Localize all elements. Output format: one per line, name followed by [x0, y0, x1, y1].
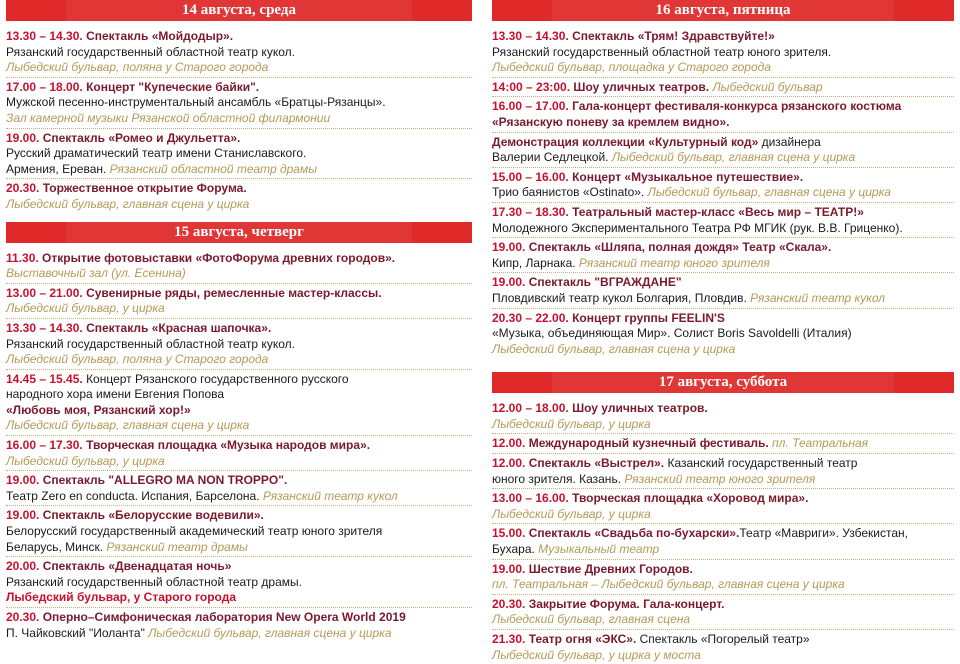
event-title: Шоу уличных театров.: [570, 79, 713, 94]
event-venue: Лыбедский бульвар, поляна у Старого города: [6, 352, 269, 367]
entry-line: [492, 436, 954, 452]
event-time: 16.00 – 17.30.: [6, 438, 83, 453]
right-column: [492, 0, 954, 664]
event-venue: Лыбедский бульвар, главная сцена у цирка: [148, 625, 392, 640]
entry-line: [6, 610, 472, 626]
entries-aug14: [6, 21, 472, 214]
event-title: Спектакль «Шляпа, полная дождя» Театр «Скала».: [525, 240, 832, 255]
event-venue: Лыбедский бульвар, главная сцена у цирка: [6, 196, 250, 211]
schedule-entry: [6, 506, 472, 557]
event-title: Спектакль «Выстрел».: [525, 456, 665, 471]
entry-line: [6, 80, 472, 96]
schedule-entry: [6, 284, 472, 319]
event-time: 13.00 – 16.00.: [492, 491, 569, 506]
event-time: 19.00.: [492, 275, 526, 290]
event-time: 19.00.: [6, 473, 40, 488]
entry-line: [492, 597, 954, 613]
event-time: 20.30.: [6, 610, 40, 624]
entry-line: [492, 275, 954, 291]
day-banner-aug15: 15 августа, четверг: [6, 222, 472, 243]
event-title: Спектакль "ALLEGRO MA NON TROPPO".: [39, 473, 288, 488]
event-time: Лыбедский бульвар, у Старого города: [6, 590, 236, 605]
entry-line: [492, 45, 954, 61]
event-title: Торжественное открытие Форума.: [39, 181, 247, 196]
event-title: Театр огня «ЭКС».: [525, 632, 637, 646]
schedule-entry: [6, 557, 472, 608]
event-time: 20.30 – 22.00.: [492, 310, 569, 325]
entry-line: [492, 648, 954, 664]
event-detail: Рязанский государственный областной театр кукол.: [6, 336, 295, 351]
event-detail: Театр «Мавриги». Узбекистан,: [739, 526, 908, 541]
event-title: Спектакль «Белорусские водевили».: [39, 508, 264, 523]
event-time: 14:00 – 23:00.: [492, 79, 571, 94]
entry-line: [492, 491, 954, 507]
event-title: Концерт «Музыкальное путешествие».: [568, 169, 804, 184]
event-venue: Музыкальный театр: [538, 542, 660, 557]
event-detail: «Музыка, объединяющая Мир». Солист Boris Savoldelli (Италия): [492, 326, 852, 341]
entry-line: [6, 540, 472, 556]
entries-aug15: [6, 243, 472, 643]
entry-line: [6, 508, 472, 524]
event-time: 13.30 – 14.30.: [6, 320, 83, 335]
event-time: 16.00 – 17.00.: [492, 99, 569, 114]
event-title: Шоу уличных театров.: [568, 401, 708, 416]
entry-line: [492, 526, 954, 542]
entry-line: [492, 562, 954, 578]
entry-line: [6, 489, 472, 505]
event-detail: Рязанский государственный областной театр юного зрителя.: [492, 44, 832, 59]
entries-aug16: [492, 21, 954, 358]
event-title: Международный кузнечный фестиваль.: [525, 436, 773, 451]
event-title: Театральный мастер-класс «Весь мир – ТЕАТР!»: [568, 204, 864, 219]
event-venue: пл. Театральная – Лыбедский бульвар, главная сцена у цирка: [492, 577, 845, 592]
event-title: Гала-концерт фестиваля-конкурса рязанского костюма: [568, 99, 902, 114]
event-detail: Трио баянистов «Ostinato».: [492, 185, 648, 200]
event-detail: Казанский государственный театр: [664, 456, 858, 471]
event-title: Демонстрация коллекции «Культурный код»: [492, 134, 759, 149]
entry-line: [6, 95, 472, 111]
event-venue: Лыбедский бульвар, главная сцена у цирка: [647, 185, 891, 200]
event-time: 14.45 – 15.45.: [6, 371, 83, 386]
entry-line: [492, 612, 954, 628]
entry-line: [492, 115, 954, 131]
event-detail: Молодежного Экспериментального Театра РФ МГИК (рук. В.В. Гриценко).: [492, 220, 903, 235]
event-venue: Рязанский театр юного зрителя: [578, 255, 770, 270]
schedule-entry: [6, 608, 472, 642]
event-title: Шествие Древних Городов.: [525, 561, 693, 576]
entry-line: [6, 197, 472, 213]
entry-line: [492, 456, 954, 472]
entry-line: [492, 577, 954, 593]
schedule-entry: [492, 399, 954, 434]
event-detail: Рязанский государственный областной театр драмы.: [6, 574, 302, 589]
event-detail: Армения, Ереван.: [6, 161, 110, 176]
event-detail: Рязанский государственный областной театр кукол.: [6, 44, 295, 59]
event-venue: Лыбедский бульвар, площадка у Старого города: [492, 60, 771, 75]
entry-line: [6, 286, 472, 302]
event-detail: Мужской песенно-инструментальный ансамбль «Братцы-Рязанцы».: [6, 95, 386, 110]
event-detail: Белорусский государственный академический театр юного зрителя: [6, 524, 383, 539]
event-detail: Спектакль «Погорелый театр»: [636, 632, 810, 646]
event-detail: Концерт Рязанского государственного русского: [82, 371, 349, 386]
entry-line: [492, 221, 954, 237]
entry-line: [492, 135, 954, 151]
event-time: 12.00 – 18.00.: [492, 401, 569, 416]
entry-line: [6, 181, 472, 197]
event-venue: Лыбедский бульвар, главная сцена у цирка: [6, 418, 250, 433]
event-venue: Рязанский театр юного зрителя: [624, 471, 816, 486]
event-time: 12.00.: [492, 436, 526, 451]
entry-line: [6, 45, 472, 61]
entry-line: [6, 418, 472, 434]
left-column: [6, 0, 472, 642]
entry-line: [6, 524, 472, 540]
event-title: Спектакль "ВГРАЖДАНЕ": [525, 275, 682, 290]
entry-line: [6, 626, 472, 642]
entry-line: [6, 131, 472, 147]
event-time: 13.00 – 21.00.: [6, 285, 83, 300]
schedule-entry: [492, 630, 954, 664]
entry-line: [492, 60, 954, 76]
schedule-entry: [492, 560, 954, 595]
event-time: 20.30.: [492, 596, 526, 611]
event-detail: Пловдивский театр кукол Болгария, Пловдив.: [492, 290, 751, 305]
entry-line: [492, 170, 954, 186]
entry-line: [6, 473, 472, 489]
event-time: 19.00.: [6, 130, 40, 145]
schedule-entry: [6, 27, 472, 78]
entry-line: [6, 337, 472, 353]
event-time: 15.00.: [492, 526, 526, 541]
schedule-entry: [492, 133, 954, 168]
event-time: 19.00.: [492, 561, 526, 576]
event-venue: Рязанский театр кукол: [262, 488, 398, 503]
event-title: «Любовь моя, Рязанский хор!»: [6, 402, 191, 417]
entry-line: [492, 542, 954, 558]
event-detail: народного хора имени Евгения Попова: [6, 387, 225, 402]
entry-line: [6, 454, 472, 470]
event-time: 21.30.: [492, 632, 526, 646]
event-title: Спектакль «Двенадцатая ночь»: [39, 559, 232, 574]
entry-line: [492, 632, 954, 648]
event-time: 13.30 – 14.30.: [6, 29, 83, 43]
event-time: 19.00.: [492, 240, 526, 255]
event-title: Спектакль «Ромео и Джульетта».: [39, 130, 241, 145]
schedule-entry: [492, 524, 954, 559]
entry-line: [492, 417, 954, 433]
event-venue: Лыбедский бульвар, у цирка: [492, 416, 651, 431]
event-detail: П. Чайковский "Иоланта": [6, 625, 149, 640]
entry-line: [492, 472, 954, 488]
event-venue: пл. Театральная: [772, 436, 869, 451]
schedule-entry: [492, 78, 954, 98]
event-title: Сувенирные ряды, ремесленные мастер-классы.: [82, 285, 382, 300]
entry-line: [6, 111, 472, 127]
event-venue: Лыбедский бульвар, главная сцена: [492, 612, 691, 627]
event-venue: Лыбедский бульвар, главная сцена у цирка: [611, 150, 856, 165]
entry-line: [492, 185, 954, 201]
event-detail: дизайнера: [758, 134, 821, 149]
schedule-entry: [6, 471, 472, 506]
event-title: Спектакль «Трям! Здравствуйте!»: [568, 29, 775, 43]
event-time: 20.00.: [6, 559, 40, 574]
day-banner-aug14: 14 августа, среда: [6, 0, 472, 21]
event-detail: Русский драматический театр имени Станиславского.: [6, 146, 307, 161]
event-title: Концерт "Купеческие байки".: [82, 79, 260, 94]
entry-line: [6, 575, 472, 591]
entry-line: [6, 162, 472, 178]
day-banner-aug16: 16 августа, пятница: [492, 0, 954, 21]
event-title: Закрытие Форума. Гала-концерт.: [525, 596, 725, 611]
schedule-entry: [492, 489, 954, 524]
event-title: Спектакль «Мойдодыр».: [82, 29, 234, 43]
entry-line: [6, 403, 472, 419]
entry-line: [6, 438, 472, 454]
event-detail: Беларусь, Минск.: [6, 539, 107, 554]
schedule-entry: [492, 238, 954, 273]
entry-line: [6, 301, 472, 317]
event-venue: Лыбедский бульвар, у цирка: [492, 506, 651, 521]
schedule-entry: [6, 129, 472, 180]
schedule-entry: [492, 203, 954, 238]
entry-line: [492, 256, 954, 272]
schedule-entry: [6, 370, 472, 436]
event-title: Творческая площадка «Музыка народов мира».: [82, 438, 371, 453]
event-venue: Рязанский театр драмы: [106, 539, 248, 554]
event-time: 20.30.: [6, 181, 40, 196]
entry-line: [492, 240, 954, 256]
event-time: 17.30 – 18.30.: [492, 204, 569, 219]
entry-line: [492, 99, 954, 115]
entry-line: [6, 559, 472, 575]
day-banner-aug17: 17 августа, суббота: [492, 372, 954, 393]
event-detail: Бухара.: [492, 542, 539, 557]
event-time: 19.00.: [6, 508, 40, 523]
event-title: Творческая площадка «Хоровод мира».: [568, 491, 809, 506]
event-detail: Валерии Седлецкой.: [492, 150, 612, 165]
schedule-entry: [492, 273, 954, 308]
schedule-entry: [492, 309, 954, 359]
entry-line: [492, 507, 954, 523]
entry-line: [6, 29, 472, 45]
event-title: Спектакль «Красная шапочка».: [82, 320, 272, 335]
schedule-entry: [492, 595, 954, 630]
entry-line: [6, 387, 472, 403]
schedule-entry: [6, 78, 472, 129]
event-venue: Лыбедский бульвар, у цирка у моста: [492, 647, 701, 662]
event-venue: Рязанский театр кукол: [750, 290, 886, 305]
event-time: 15.00 – 16.00.: [492, 169, 569, 184]
event-title: «Рязанскую поневу за кремлем видно».: [492, 114, 730, 129]
entry-line: [6, 352, 472, 368]
entry-line: [492, 150, 954, 166]
schedule-entry: [492, 27, 954, 78]
event-time: 17.00 – 18.00.: [6, 79, 83, 94]
schedule-entry: [6, 319, 472, 370]
schedule-entry: [492, 168, 954, 203]
entry-line: [492, 205, 954, 221]
schedule-entry: [492, 97, 954, 132]
schedule-entry: [492, 434, 954, 454]
event-venue: Рязанский областной театр драмы: [109, 161, 318, 176]
entry-line: [492, 342, 954, 358]
entry-line: [6, 251, 472, 267]
entry-line: [492, 311, 954, 327]
entry-line: [492, 80, 954, 96]
event-time: 13.30 – 14.30.: [492, 29, 569, 43]
event-time: 11.30.: [6, 250, 39, 265]
entry-line: [492, 291, 954, 307]
entry-line: [6, 590, 472, 606]
event-title: Спектакль «Свадьба по-бухарски».: [525, 526, 740, 541]
event-detail: Театр Zero en conducta. Испания, Барселона.: [6, 488, 263, 503]
event-title: Открытие фотовыставки «ФотоФорума древних городов».: [38, 250, 396, 265]
entry-line: [6, 321, 472, 337]
schedule-entry: [6, 436, 472, 471]
entries-aug17: [492, 393, 954, 664]
entry-line: [6, 146, 472, 162]
event-title: Концерт группы FEELIN'S: [568, 310, 725, 325]
event-venue: Лыбедский бульвар, у цирка: [6, 301, 165, 316]
schedule-entry: [6, 179, 472, 213]
event-time: 12.00.: [492, 456, 526, 471]
entry-line: [492, 326, 954, 342]
entry-line: [6, 266, 472, 282]
entry-line: [492, 401, 954, 417]
event-venue: Лыбедский бульвар: [712, 79, 823, 94]
entry-line: [6, 60, 472, 76]
event-title: Оперно–Симфоническая лаборатория New Opera World 2019: [39, 610, 406, 624]
event-venue: Выставочный зал (ул. Есенина): [6, 266, 186, 281]
schedule-entry: [492, 454, 954, 489]
schedule-entry: [6, 249, 472, 284]
event-venue: Лыбедский бульвар, поляна у Старого города: [6, 60, 269, 75]
event-venue: Зал камерной музыки Рязанской областной филармонии: [6, 110, 331, 125]
event-venue: Лыбедский бульвар, у цирка: [6, 453, 165, 468]
entry-line: [492, 29, 954, 45]
entry-line: [6, 372, 472, 388]
event-detail: юного зрителя. Казань.: [492, 471, 625, 486]
event-venue: Лыбедский бульвар, главная сцена у цирка: [492, 341, 736, 356]
event-detail: Кипр, Ларнака.: [492, 255, 579, 270]
